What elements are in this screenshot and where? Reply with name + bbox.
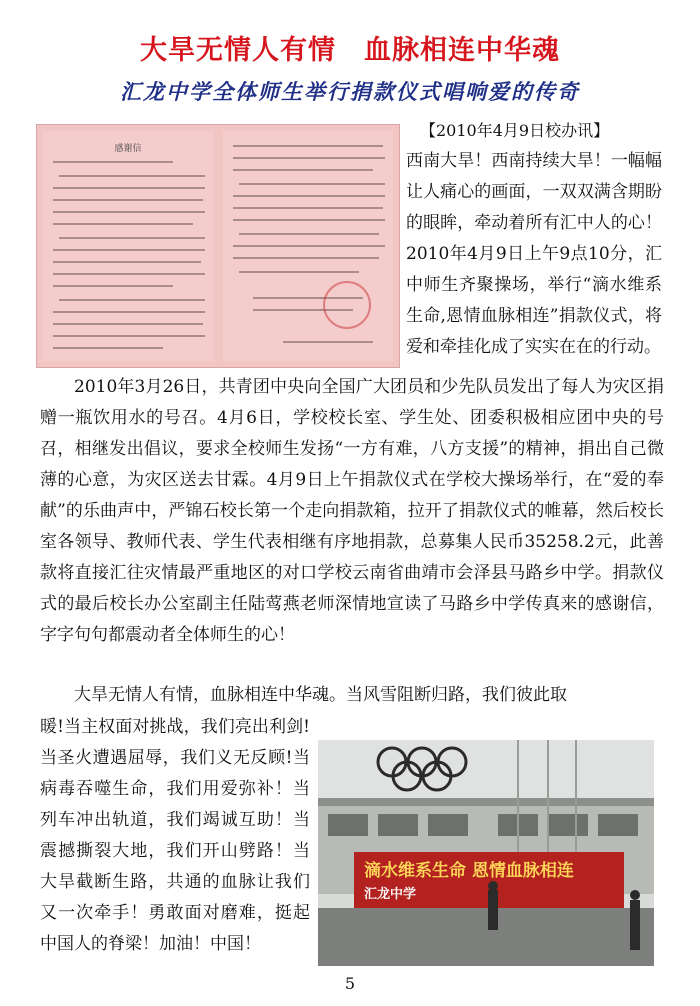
- letter-page-2: [223, 131, 393, 361]
- banner-text: 滴水维系生命 恩情血脉相连: [364, 861, 574, 881]
- title-part-2: 血脉相连中华魂: [364, 35, 560, 66]
- letter-page-1: [43, 131, 213, 361]
- banner-subtext: 汇龙中学: [364, 887, 417, 902]
- page-title: [0, 28, 700, 67]
- ceremony-photo: [318, 740, 654, 966]
- paragraph-1: 西南大旱！西南持续大旱！一幅幅让人痛心的画面，一双双满含期盼的眼眸，牵动着所有汇中人的心！2010年4月9日上午9点10分，汇中师生齐聚操场，举行“滴水维系生命,恩情血脉相连”捐款仪式，将爱和牵挂化成了实实在在的行动。: [406, 151, 662, 357]
- thank-you-letter-image: [36, 124, 400, 368]
- letter-heading: 感谢信: [114, 144, 142, 154]
- letter-seal: [323, 281, 371, 329]
- dateline: 【2010年4月9日校办讯】: [420, 121, 610, 140]
- paragraph-3-first-line: 大旱无情人有情，血脉相连中华魂。当风雪阻断归路，我们彼此取: [74, 685, 567, 705]
- paragraph-2: 2010年3月26日，共青团中央向全国广大团员和少先队员发出了每人为灾区捐赠一瓶饮用水的号召。4月6日，学校校长室、学生处、团委积极相应团中央的号召，相继发出倡议，要求全校师生发扬“一方有难，八方支援”的精神，捐出自己微薄的心意，为灾区送去甘霖。4月9日上午捐款仪式在学校大操场举行，在“爱的奉献”的乐曲声中，严锦石校长第一个走向捐款箱，拉开了捐款仪式的帷幕，然后校长室各领导、教师代表、学生代表相继有序地捐款，总募集人民币35258.2元，此善款将直接汇往灾情最严重地区的对口学校云南省曲靖市会泽县马路乡中学。捐款仪式的最后校长办公室副主任陆莺燕老师深情地宣读了马路乡中学传真来的感谢信，字字句句都震动者全体师生的心！: [40, 377, 664, 645]
- paragraph-3-continued: 暖!当主权面对挑战，我们亮出利剑!当圣火遭遇屈辱，我们义无反顾!当病毒吞噬生命，我们用爱弥补！当列车冲出轨道，我们竭诚互助！当震撼撕裂大地，我们开山劈路！当大旱截断生路，共通的血脉让我们又一次牵手！勇敢面对磨难，挺起中国人的脊梁！加油！中国！: [40, 717, 310, 954]
- title-part-1: 大旱无情人有情: [140, 35, 336, 66]
- page-subtitle: 汇龙中学全体师生举行捐款仪式唱响爱的传奇: [120, 80, 580, 104]
- page-number: 5: [344, 974, 356, 993]
